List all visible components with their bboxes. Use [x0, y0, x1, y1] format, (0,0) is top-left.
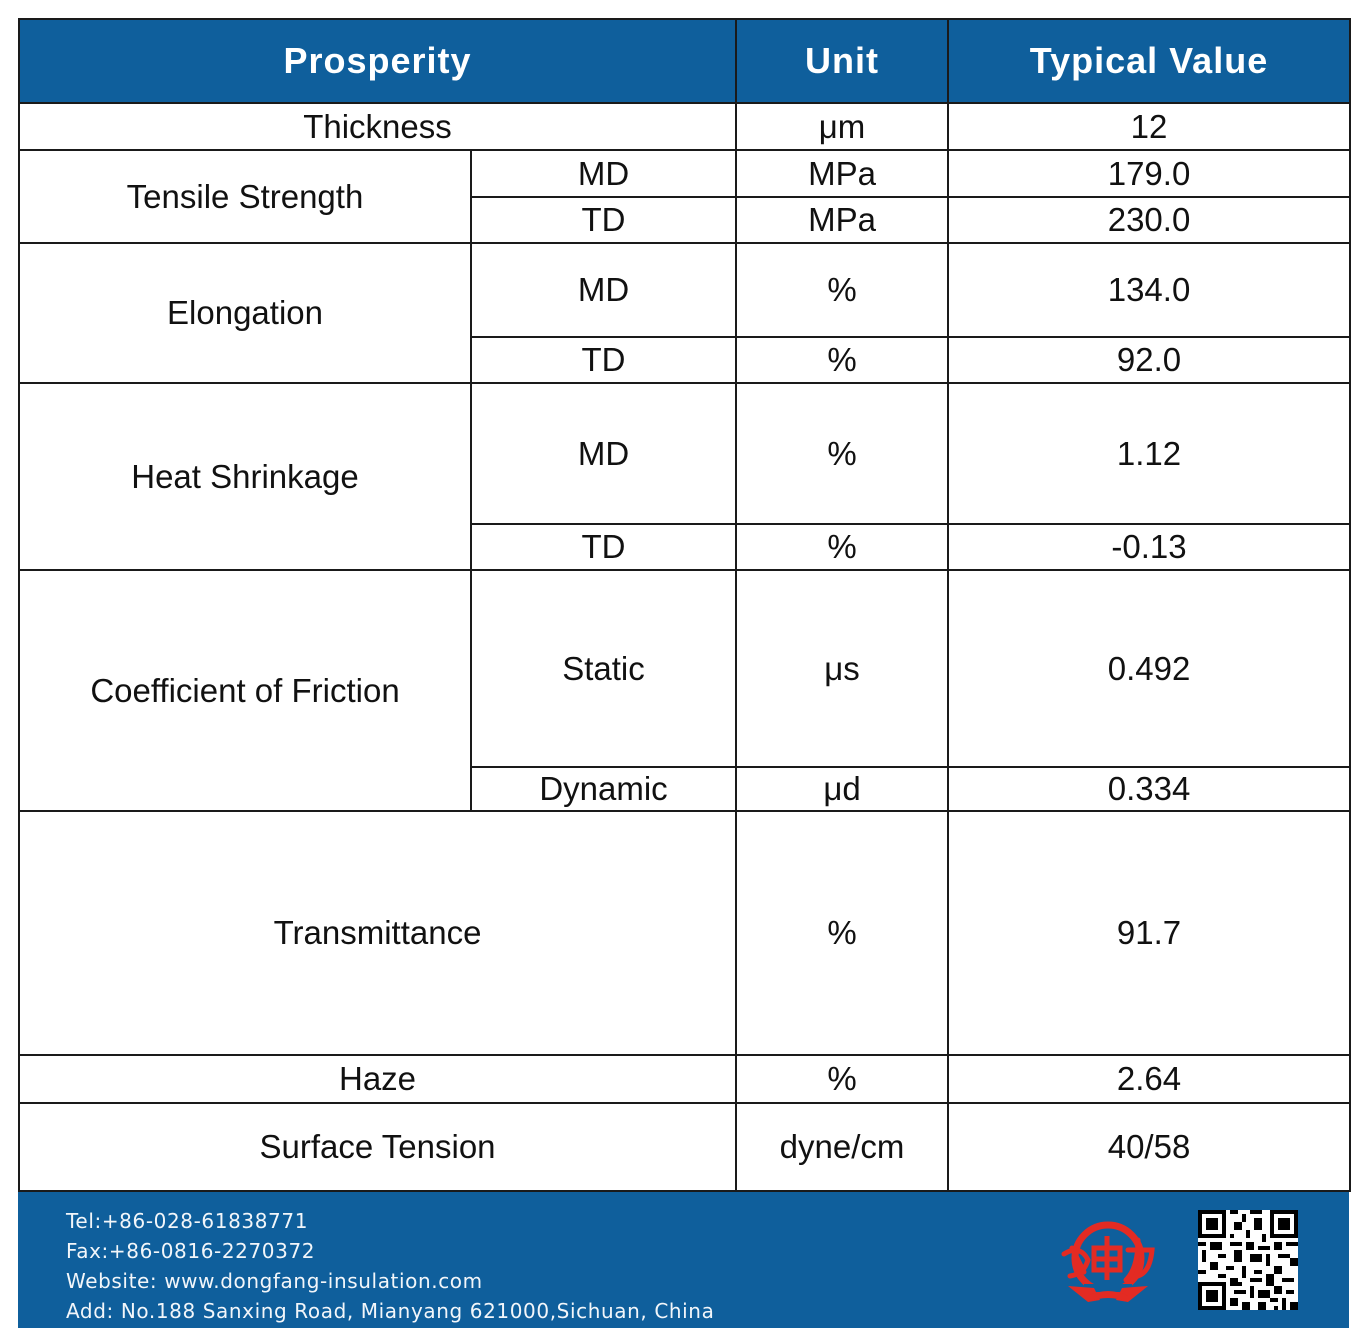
- friction-dynamic-unit: μd: [736, 767, 948, 811]
- shrinkage-td-label: TD: [471, 524, 736, 570]
- tel-text: Tel:+86-028-61838771: [66, 1209, 309, 1233]
- elongation-md-unit: %: [736, 243, 948, 337]
- thickness-unit: μm: [736, 103, 948, 150]
- tensile-md-value: 179.0: [948, 150, 1350, 197]
- transmittance-value: 91.7: [948, 811, 1350, 1055]
- haze-unit: %: [736, 1055, 948, 1103]
- friction-dynamic-value: 0.334: [948, 767, 1350, 811]
- friction-static-unit: μs: [736, 570, 948, 767]
- tensile-td-label: TD: [471, 197, 736, 243]
- thickness-name: Thickness: [19, 103, 736, 150]
- shrinkage-md-label: MD: [471, 383, 736, 524]
- tensile-td-value: 230.0: [948, 197, 1350, 243]
- friction-name: Coefficient of Friction: [19, 570, 471, 811]
- table-row: [19, 383, 1350, 524]
- tensile-name: Tensile Strength: [19, 150, 471, 243]
- address-text: Add: No.188 Sanxing Road, Mianyang 621000,Sichuan, China: [66, 1299, 715, 1323]
- friction-static-value: 0.492: [948, 570, 1350, 767]
- company-logo-icon: [1058, 1214, 1158, 1306]
- tensile-md-label: MD: [471, 150, 736, 197]
- shrinkage-name: Heat Shrinkage: [19, 383, 471, 570]
- elongation-td-unit: %: [736, 337, 948, 383]
- surface-tension-value: 40/58: [948, 1103, 1350, 1191]
- table-row: [19, 103, 1350, 150]
- qr-code-icon: [1198, 1210, 1298, 1310]
- shrinkage-md-value: 1.12: [948, 383, 1350, 524]
- elongation-md-value: 134.0: [948, 243, 1350, 337]
- spec-sheet: [18, 18, 1349, 1192]
- table-row: [19, 1055, 1350, 1103]
- table-header-row: [19, 19, 1350, 103]
- transmittance-name: Transmittance: [19, 811, 736, 1055]
- shrinkage-md-unit: %: [736, 383, 948, 524]
- tensile-td-unit: MPa: [736, 197, 948, 243]
- header-typical-value: Typical Value: [948, 19, 1350, 103]
- properties-table: [18, 18, 1351, 1192]
- header-property: Prosperity: [19, 19, 736, 103]
- contact-info: [66, 1206, 714, 1326]
- contact-footer: [18, 1192, 1349, 1328]
- table-row: [19, 243, 1350, 337]
- friction-static-label: Static: [471, 570, 736, 767]
- elongation-md-label: MD: [471, 243, 736, 337]
- table-row: [19, 150, 1350, 197]
- thickness-value: 12: [948, 103, 1350, 150]
- table-row: [19, 1103, 1350, 1191]
- tensile-md-unit: MPa: [736, 150, 948, 197]
- header-unit: Unit: [736, 19, 948, 103]
- website-link[interactable]: Website: www.dongfang-insulation.com: [66, 1269, 483, 1293]
- surface-tension-name: Surface Tension: [19, 1103, 736, 1191]
- haze-value: 2.64: [948, 1055, 1350, 1103]
- shrinkage-td-unit: %: [736, 524, 948, 570]
- elongation-name: Elongation: [19, 243, 471, 383]
- haze-name: Haze: [19, 1055, 736, 1103]
- elongation-td-label: TD: [471, 337, 736, 383]
- friction-dynamic-label: Dynamic: [471, 767, 736, 811]
- elongation-td-value: 92.0: [948, 337, 1350, 383]
- surface-tension-unit: dyne/cm: [736, 1103, 948, 1191]
- fax-text: Fax:+86-0816-2270372: [66, 1239, 316, 1263]
- table-row: [19, 811, 1350, 1055]
- shrinkage-td-value: -0.13: [948, 524, 1350, 570]
- table-row: [19, 570, 1350, 767]
- transmittance-unit: %: [736, 811, 948, 1055]
